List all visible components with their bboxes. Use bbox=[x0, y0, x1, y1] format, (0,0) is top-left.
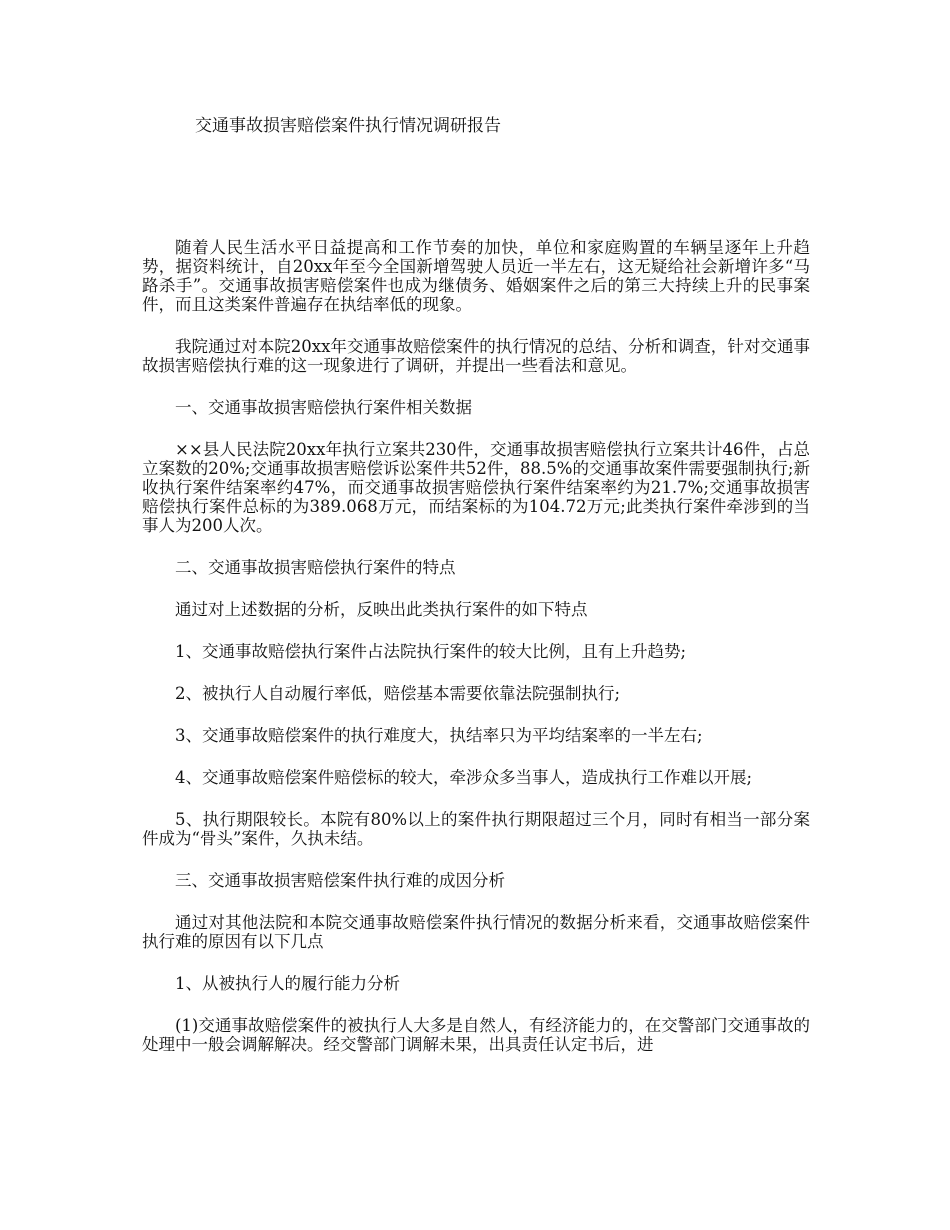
subsection-heading-1: 1、从被执行人的履行能力分析 bbox=[175, 974, 400, 993]
paragraph-data: ××县人民法院20xx年执行立案共230件，交通事故损害赔偿执行立案共计46件，占总立案数的20%;交通事故损害赔偿诉讼案件共52件，88.5%的交通事故案件需要强制执行;新收执行案件结案率约47%，而交通事故损害赔偿执行案件结案率约为21.7%;交通事故损害赔偿执行案件总标的为389.068万元，而结案标的为104.72万元;此类执行案件牵涉到的当事人为200人次。 bbox=[142, 440, 810, 535]
section-heading-3: 三、交通事故损害赔偿案件执行难的成因分析 bbox=[175, 871, 505, 890]
paragraph-causes-intro: 通过对其他法院和本院交通事故赔偿案件执行情况的数据分析来看，交通事故赔偿案件执行难的原因有以下几点 bbox=[142, 913, 810, 951]
document-title: 交通事故损害赔偿案件执行情况调研报告 bbox=[195, 116, 501, 136]
paragraph-intro: 随着人民生活水平日益提高和工作节奏的加快，单位和家庭购置的车辆呈逐年上升趋势，据资料统计，自20xx年至今全国新增驾驶人员近一半左右，这无疑给社会新增许多“马路杀手”。交通事故损害赔偿案件也成为继债务、婚姻案件之后的第三大持续上升的民事案件，而且这类案件普遍存在执结率低的现象。 bbox=[142, 238, 810, 314]
section-heading-2: 二、交通事故损害赔偿执行案件的特点 bbox=[175, 558, 456, 577]
list-item-feature-5: 5、执行期限较长。本院有80%以上的案件执行期限超过三个月，同时有相当一部分案件成为“骨头”案件，久执未结。 bbox=[142, 810, 810, 848]
section-heading-1: 一、交通事故损害赔偿执行案件相关数据 bbox=[175, 398, 472, 417]
list-item-feature-3: 3、交通事故赔偿案件的执行难度大，执结率只为平均结案率的一半左右; bbox=[175, 726, 703, 745]
document-body bbox=[142, 238, 810, 1077]
list-item-feature-4: 4、交通事故赔偿案件赔偿标的较大，牵涉众多当事人，造成执行工作难以开展; bbox=[175, 768, 753, 787]
list-item-feature-1: 1、交通事故赔偿执行案件占法院执行案件的较大比例，且有上升趋势; bbox=[175, 642, 687, 661]
paragraph-purpose: 我院通过对本院20xx年交通事故赔偿案件的执行情况的总结、分析和调查，针对交通事故损害赔偿执行难的这一现象进行了调研，并提出一些看法和意见。 bbox=[142, 337, 810, 375]
paragraph-features-intro: 通过对上述数据的分析，反映出此类执行案件的如下特点 bbox=[175, 600, 588, 619]
paragraph-cause-1: (1)交通事故赔偿案件的被执行人大多是自然人，有经济能力的，在交警部门交通事故的处理中一般会调解解决。经交警部门调解未果，出具责任认定书后，进 bbox=[142, 1016, 810, 1054]
list-item-feature-2: 2、被执行人自动履行率低，赔偿基本需要依靠法院强制执行; bbox=[175, 684, 621, 703]
